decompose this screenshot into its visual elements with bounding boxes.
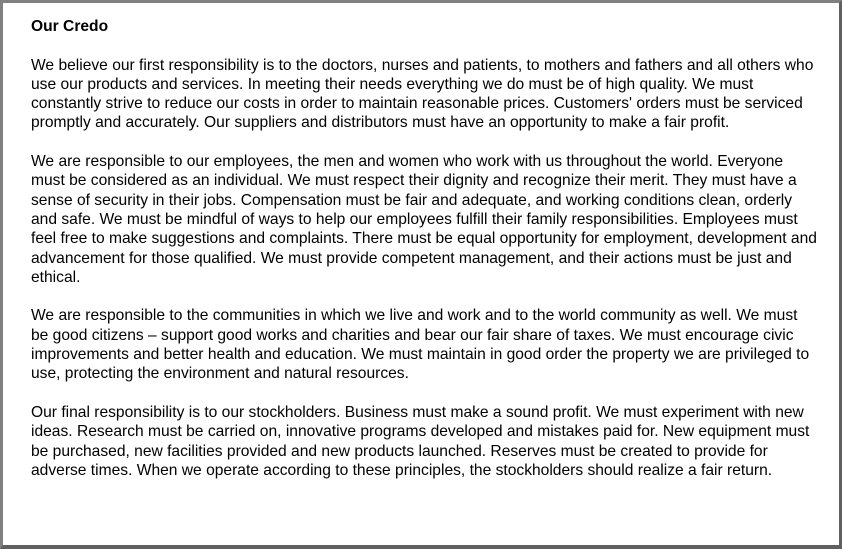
- paragraph-customers: We believe our first responsibility is to the doctors, nurses and patients, to mothers and fathers and all others who use our products and services. In meeting their needs everything we do must be of high quality. We must constantly strive to reduce our costs in order to maintain reasonable prices. Customers' orders must be serviced promptly and accurately. Our suppliers and distributors must have an opportunity to make a fair profit.: [31, 56, 814, 132]
- paragraph-communities: We are responsible to the communities in which we live and work and to the world community as well. We must be good citizens – support good works and charities and bear our fair share of taxes. We must encourage civic improvements and better health and education. We must maintain in good order the property we are privileged to use, protecting the environment and natural resources.: [31, 307, 810, 383]
- document-title: Our Credo: [31, 18, 109, 35]
- credo-content: [31, 17, 817, 480]
- paragraph-employees: We are responsible to our employees, the men and women who work with us throughout the world. Everyone must be considered as an individual. We must respect their dignity and recognize their merit. They must have a sense of security in their jobs. Compensation must be fair and adequate, and working conditions clean, orderly and safe. We must be mindful of ways to help our employees fulfill their family responsibilities. Employees must feel free to make suggestions and complaints. There must be equal opportunity for employment, development and advancement for those qualified. We must provide competent management, and their actions must be just and ethical.: [31, 153, 817, 286]
- paragraph-stockholders: Our final responsibility is to our stockholders. Business must make a sound profit. We must experiment with new ideas. Research must be carried on, innovative programs developed and mistakes paid for. New equipment must be purchased, new facilities provided and new products launched. Reserves must be created to provide for adverse times. When we operate according to these principles, the stockholders should realize a fair return.: [31, 403, 810, 479]
